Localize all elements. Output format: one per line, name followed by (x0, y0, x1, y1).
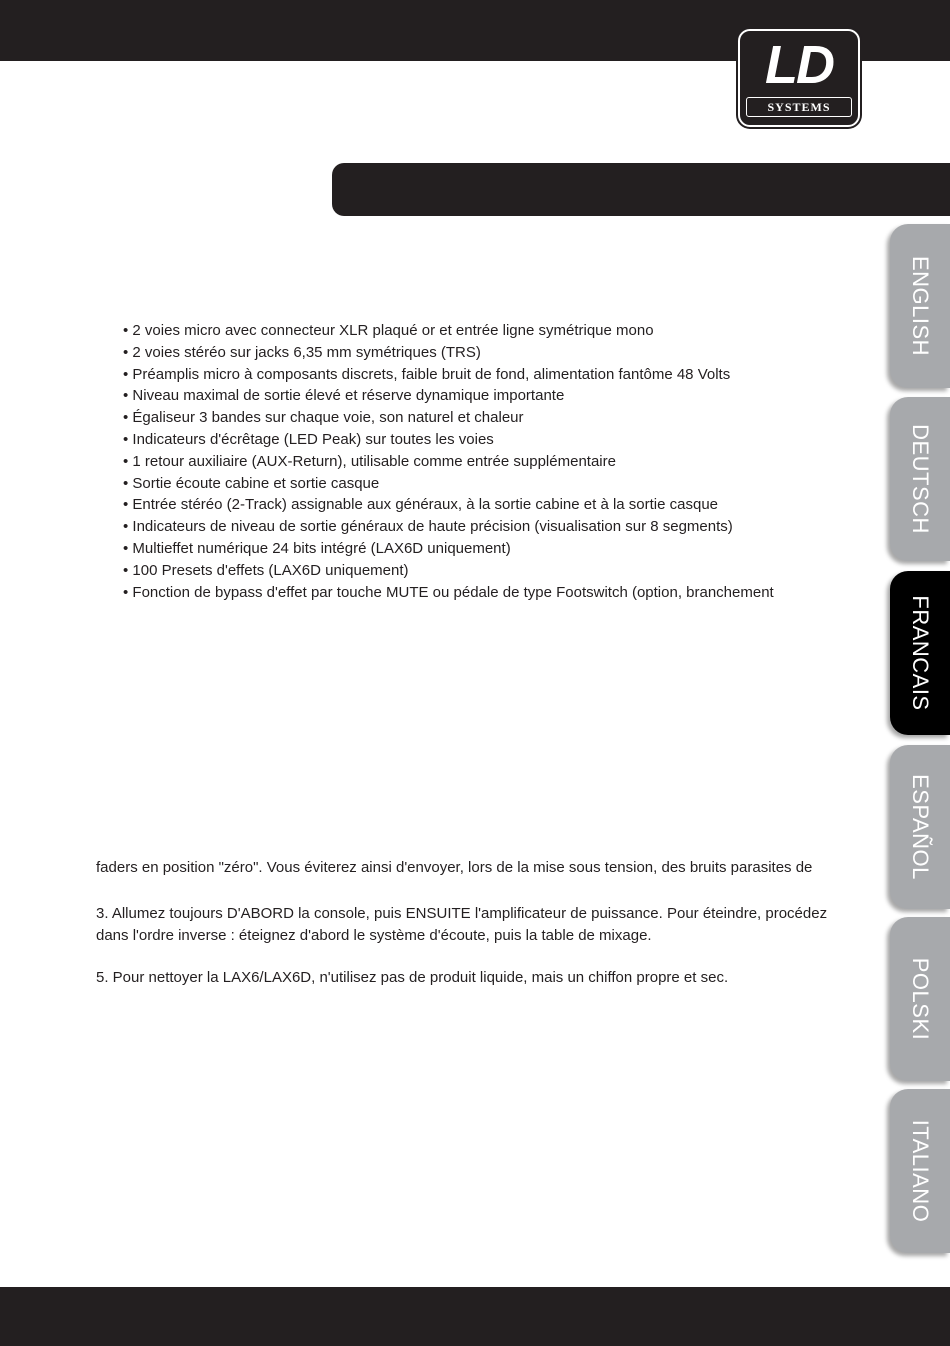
tab-label: POLSKI (908, 957, 933, 1041)
list-item: • Entrée stéréo (2-Track) assignable aux généraux, à la sortie cabine et à la sortie casque (123, 496, 719, 514)
tab-label: ESPAÑOL (908, 774, 933, 880)
tab-deutsch[interactable] (890, 397, 950, 561)
list-item: • Sortie écoute cabine et sortie casque (123, 474, 380, 492)
logo-brand: LD (765, 35, 833, 95)
list-item: • 2 voies stéréo sur jacks 6,35 mm symétriques (TRS) (123, 343, 481, 361)
tab-label: ENGLISH (908, 255, 933, 357)
list-item: • Niveau maximal de sortie élevé et réserve dynamique importante (123, 387, 565, 405)
tab-label: FRANCAIS (908, 595, 933, 711)
tab-label: DEUTSCH (908, 424, 933, 534)
tab-english[interactable] (890, 224, 950, 388)
step-3-line-1: 3. Allumez toujours D'ABORD la console, puis ENSUITE l'amplificateur de puissance. Pour éteindre, procédez (96, 905, 828, 922)
logo-subtitle: SYSTEMS (746, 97, 852, 117)
tab-espanol[interactable] (890, 745, 950, 909)
ld-systems-logo (738, 29, 860, 127)
list-item: • 2 voies micro avec connecteur XLR plaqué or et entrée ligne symétrique mono (123, 322, 654, 339)
list-item: • Multieffet numérique 24 bits intégré (LAX6D uniquement) (123, 539, 511, 557)
list-item: • Indicateurs de niveau de sortie généraux de haute précision (visualisation sur 8 segments) (123, 518, 733, 536)
step-3-line-2: dans l'ordre inverse : éteignez d'abord le système d'écoute, puis la table de mixage. (96, 927, 652, 944)
list-item: • Égaliseur 3 bandes sur chaque voie, son naturel et chaleur (123, 409, 524, 427)
list-item: • Préamplis micro à composants discrets, faible bruit de fond, alimentation fantôme 48 Volts (123, 365, 731, 383)
step-5-instruction: 5. Pour nettoyer la LAX6/LAX6D, n'utilisez pas de produit liquide, mais un chiffon propre et sec. (96, 969, 729, 986)
footer-bar (0, 1287, 950, 1346)
feature-list (123, 320, 774, 603)
tab-label: ITALIANO (908, 1119, 933, 1223)
tab-francais[interactable] (890, 571, 950, 735)
list-item: • 1 retour auxiliaire (AUX-Return), utilisable comme entrée supplémentaire (123, 452, 616, 470)
section-title-band (332, 163, 950, 216)
faders-instruction: faders en position "zéro". Vous éviterez ainsi d'envoyer, lors de la mise sous tension, des bruits parasites de (96, 859, 813, 876)
tab-polski[interactable] (890, 917, 950, 1081)
list-item: • Fonction de bypass d'effet par touche MUTE ou pédale de type Footswitch (option, branchement (123, 583, 774, 601)
list-item: • Indicateurs d'écrêtage (LED Peak) sur toutes les voies (123, 430, 494, 448)
list-item: • 100 Presets d'effets (LAX6D uniquement) (123, 561, 409, 579)
tab-italiano[interactable] (890, 1089, 950, 1253)
